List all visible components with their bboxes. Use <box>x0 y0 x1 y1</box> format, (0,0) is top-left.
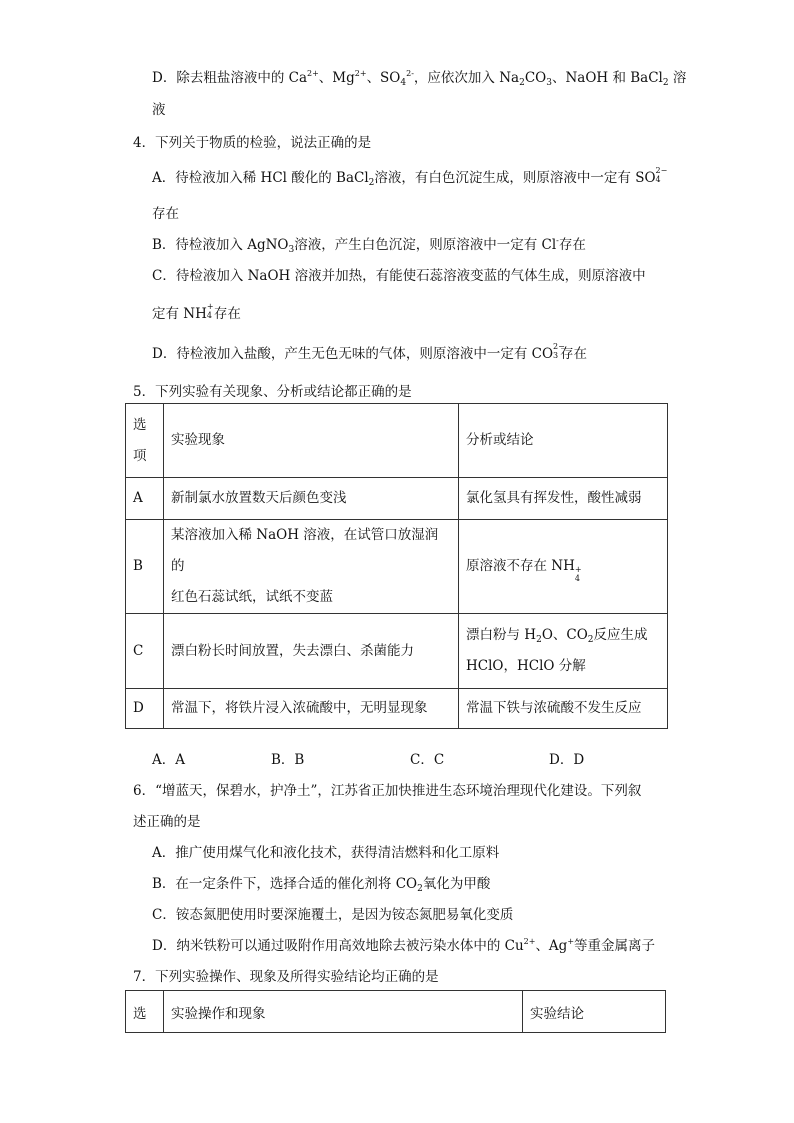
q4-stem: 4．下列关于物质的检验，说法正确的是 <box>133 135 372 151</box>
q5-option-a: A．A <box>152 752 185 768</box>
q4-option-a: A．待检液加入稀 HCl 酸化的 BaCl$_2$溶液，有白色沉淀生成，则原溶液中一定有 SO 2− 4 <box>152 166 668 188</box>
table-cell: 新制氯水放置数天后颜色变浅 <box>164 478 459 520</box>
header-cell: 实验结论 <box>523 991 666 1033</box>
table-cell: B <box>126 520 164 614</box>
table-row <box>126 614 668 689</box>
q6-stem: 6．“增蓝天，保碧水，护净土”，江苏省正加快推进生态环境治理现代化建设。下列叙 <box>133 783 642 799</box>
table-cell: 常温下铁与浓硫酸不发生反应 <box>459 689 668 729</box>
header-cell: 实验操作和现象 <box>164 991 523 1033</box>
table-cell: A <box>126 478 164 520</box>
table-cell: C <box>126 614 164 689</box>
table-cell: 常温下，将铁片浸入浓硫酸中，无明显现象 <box>164 689 459 729</box>
header-cell: 选 <box>126 991 164 1033</box>
table-row <box>126 689 668 729</box>
q7-stem: 7．下列实验操作、现象及所得实验结论均正确的是 <box>133 969 439 985</box>
q6-option-c: C．铵态氮肥使用时要深施覆土，是因为铵态氮肥易氧化变质 <box>152 907 514 923</box>
table-cell: 漂白粉长时间放置，失去漂白、杀菌能力 <box>164 614 459 689</box>
table-cell: 某溶液加入稀 NaOH 溶液，在试管口放湿润的 红色石蕊试纸，试纸不变蓝 <box>164 520 459 614</box>
q5-table <box>125 403 668 729</box>
header-cell: 选 项 <box>126 404 164 478</box>
q5-option-b: B．B <box>271 752 305 768</box>
header-cell: 分析或结论 <box>459 404 668 478</box>
table-row <box>126 404 668 478</box>
table-cell: 原溶液不存在 NH + 4 <box>459 520 668 614</box>
q6-option-d: D．纳米铁粉可以通过吸附作用高效地除去被污染水体中的 $Cu^{2+}$、Ag+等重金属离子 <box>152 937 656 954</box>
table-cell: 漂白粉与 $H_2O$、$CO_2$反应生成 HClO，HClO 分解 <box>459 614 668 689</box>
q5-stem: 5．下列实验有关现象、分析或结论都正确的是 <box>133 384 412 400</box>
q4-option-a-line2: 存在 <box>152 206 179 222</box>
table-cell: 氯化氢具有挥发性，酸性减弱 <box>459 478 668 520</box>
q6-option-a: A．推广使用煤气化和液化技术，获得清洁燃料和化工原料 <box>152 845 500 861</box>
table-row <box>126 991 666 1033</box>
table-row <box>126 478 668 520</box>
q5-option-d: D．D <box>549 752 585 768</box>
q3-option-d: D．除去粗盐溶液中的 $Ca^{2+}$、$Mg^{2+}$、$SO_4^{2-}$，应依次加入 $Na_2CO_3$、NaOH 和 BaCl$_2$ 溶 <box>152 69 687 88</box>
q3-option-d-line2: 液 <box>152 102 166 118</box>
q6-option-b: B．在一定条件下，选择合适的催化剂将 $CO_2$氧化为甲酸 <box>152 876 491 894</box>
q4-option-c: C．待检液加入 NaOH 溶液并加热，有能使石蕊溶液变蓝的气体生成，则原溶液中 <box>152 268 646 284</box>
q4-option-c-line2: 定有 NH + 4 存在 <box>152 302 241 322</box>
header-cell: 实验现象 <box>164 404 459 478</box>
q5-option-c: C．C <box>410 752 445 768</box>
table-row <box>126 520 668 614</box>
q6-stem-line2: 述正确的是 <box>133 814 201 830</box>
q4-option-b: B．待检液加入 AgNO$_3$溶液，产生白色沉淀，则原溶液中一定有 Cl-存在 <box>152 236 586 255</box>
q4-option-d: D．待检液加入盐酸，产生无色无味的气体，则原溶液中一定有 CO 2− 3 存在 <box>152 342 588 362</box>
q7-table <box>125 990 666 1033</box>
table-cell: D <box>126 689 164 729</box>
